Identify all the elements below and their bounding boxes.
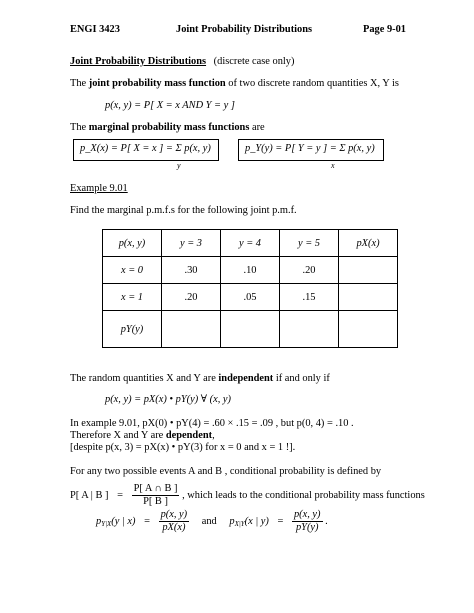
example-line-1: In example 9.01, pX(0) • pY(4) = .60 × .15 = .09 , but p(0, 4) = .10 . (70, 418, 354, 429)
table-cell (280, 311, 339, 348)
table-cell: .15 (280, 284, 339, 311)
table-cell: .10 (221, 257, 280, 284)
conditional-pmfs: $p_{Y|X}(y$ | x) = $\frac{p(x, y)}{pX(x)}$ and $p_{X|Y}(x$ | y) = $\frac{p(x, y)}{pY(y)}$ . (96, 509, 328, 533)
f1-fraction (159, 509, 190, 534)
independence-term: independent (218, 373, 274, 384)
table-cell (339, 257, 398, 284)
joint-pmf-formula: p(x, y) = P[ X = x AND Y = y ] (105, 100, 235, 111)
section-note: (discrete case only) (213, 56, 295, 67)
marginal-post: are (249, 122, 265, 133)
table-col-header: y = 4 (221, 230, 280, 257)
marginal-y-formula: p_Y(y) = P[ Y = y ] = Σ p(x, y) (245, 143, 375, 154)
table-cell (221, 311, 280, 348)
f2-end: . (325, 515, 328, 527)
section-heading (70, 56, 294, 68)
conditional-denominator: P[ B ] (143, 495, 168, 507)
conditional-fraction (132, 483, 180, 508)
conditional-numerator: P[ A ∩ B ] (133, 483, 178, 494)
table-corner: p(x, y) (103, 230, 162, 257)
table-cell: .05 (221, 284, 280, 311)
example-prompt: Find the marginal p.m.f.s for the following joint p.m.f. (70, 205, 297, 216)
f2-sub: X|Y (234, 519, 245, 528)
example-title: Example 9.01 (70, 183, 128, 194)
header-course: ENGI 3423 (70, 24, 120, 35)
marginal-term: marginal probability mass functions (88, 122, 250, 133)
marginal-pre: The (70, 122, 89, 133)
conditional-intro: For any two possible events A and B , conditional probability is defined by (70, 466, 382, 477)
table-cell (162, 311, 221, 348)
f2-denominator: pY(y) (295, 521, 319, 533)
f2-numerator: p(x, y) (293, 509, 321, 520)
table-row (103, 257, 398, 284)
table-col-header: y = 3 (162, 230, 221, 257)
marginal-x-formula: p_X(x) = P[ X = x ] = Σ p(x, y) (80, 143, 211, 154)
example-line-2-pre: Therefore X and Y are (70, 430, 166, 441)
header-title: Joint Probability Distributions (176, 24, 313, 35)
f2-arg: (x | y) (244, 515, 269, 527)
marginal-sentence (70, 122, 265, 134)
section-title: Joint Probability Distributions (70, 56, 207, 67)
independence-post: if and only if (273, 373, 330, 384)
joint-pmf-table (102, 229, 398, 348)
f1-arg: (y | x) (111, 515, 136, 527)
marginal-x-sum-index: y (177, 161, 181, 170)
table-cell: .20 (162, 284, 221, 311)
table-cell: .20 (280, 257, 339, 284)
f2-fraction (292, 509, 323, 534)
f1-sub: Y|X (101, 519, 112, 528)
f2-lhs: p (229, 515, 235, 527)
independence-sentence (70, 373, 330, 385)
table-header-row (103, 230, 398, 257)
header-page: Page 9-01 (363, 24, 406, 35)
f1-denominator: pX(x) (162, 521, 186, 533)
table-col-header: y = 5 (280, 230, 339, 257)
conditional-post: , which leads to the conditional probability mass functions (182, 489, 425, 501)
conditional-lhs: P[ A | B ] (70, 489, 109, 501)
table-row-label: x = 0 (103, 257, 162, 284)
example-line-2-post: , (212, 430, 215, 441)
marginal-y-box (238, 139, 384, 161)
example-line-2 (70, 430, 215, 442)
marginal-x-box (73, 139, 219, 161)
table-cell (339, 311, 398, 348)
joint-pmf-term: joint probability mass function (88, 78, 226, 89)
table-row (103, 311, 398, 348)
f1-lhs: p (96, 515, 102, 527)
dependent-term: dependent (165, 430, 213, 441)
and-word: and (201, 515, 217, 527)
table-cell (339, 284, 398, 311)
independence-formula: p(x, y) = pX(x) • pY(y) ∀ (x, y) (105, 394, 231, 405)
table-cell: .30 (162, 257, 221, 284)
table-row (103, 284, 398, 311)
conditional-definition: P[ A | B ] = $\frac{P[ A \cap B ]}{P[ B ]}$ , which leads to the conditional probability mass functions (70, 483, 425, 507)
marginal-y-sum-index: x (331, 161, 335, 170)
joint-pmf-post: of two discrete random quantities X, Y is (225, 78, 399, 89)
example-line-3: [despite p(x, 3) = pX(x) • pY(3) for x = 0 and x = 1 !]. (70, 442, 296, 453)
f1-numerator: p(x, y) (160, 509, 188, 520)
table-row-label: pY(y) (103, 311, 162, 348)
table-row-label: x = 1 (103, 284, 162, 311)
independence-pre: The random quantities X and Y are (70, 373, 219, 384)
table-col-header: pX(x) (339, 230, 398, 257)
joint-pmf-sentence (70, 78, 399, 90)
joint-pmf-pre: The (70, 78, 89, 89)
